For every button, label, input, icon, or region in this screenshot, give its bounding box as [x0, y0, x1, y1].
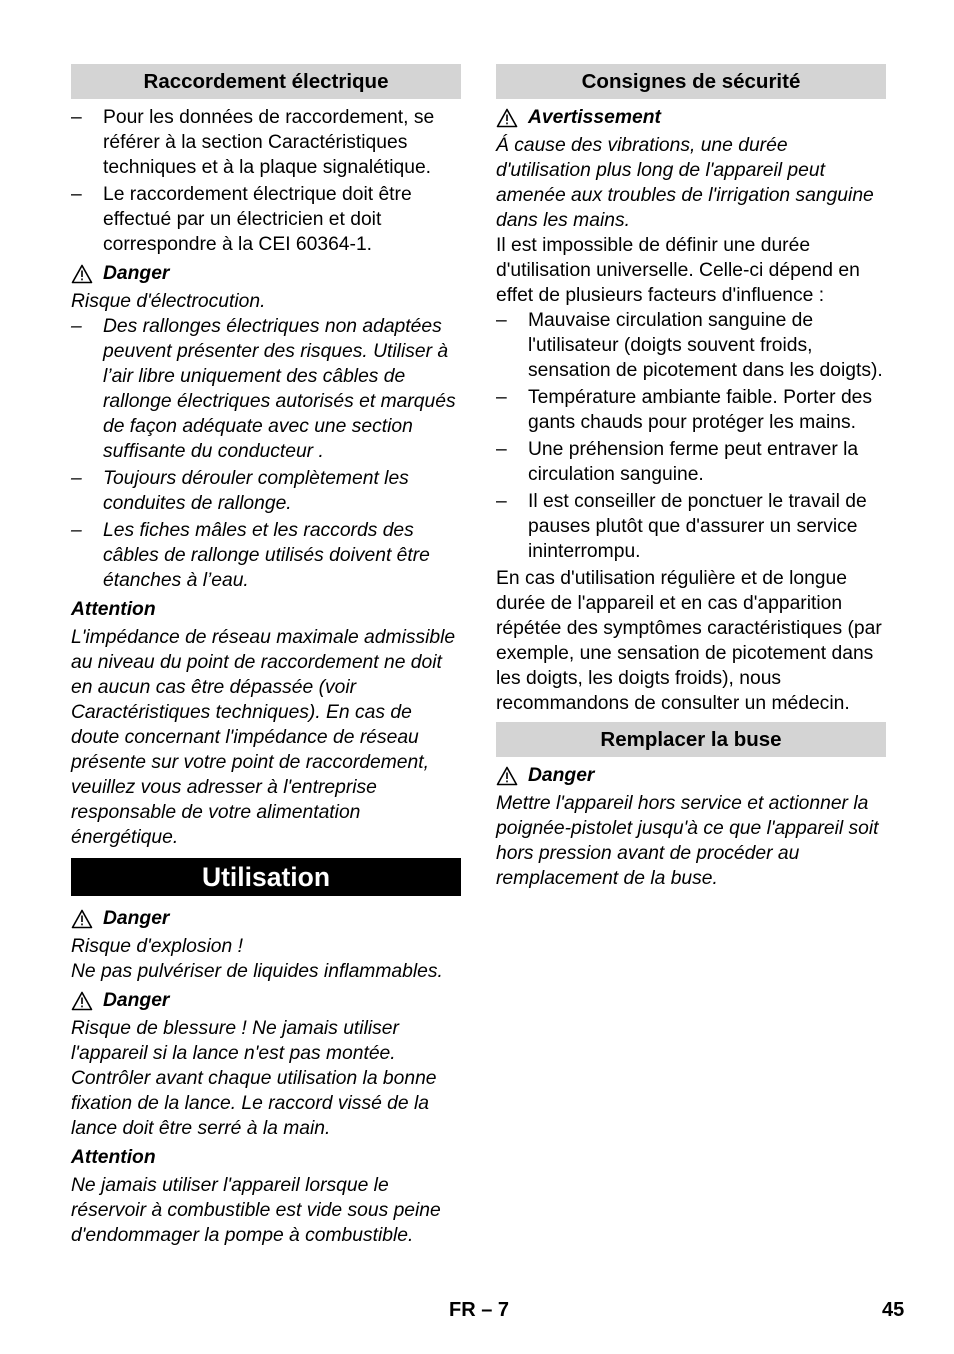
section-title-raccordement: Raccordement électrique	[71, 64, 461, 99]
warning-text: Á cause des vibrations, une durée d'utilisation plus long de l'appareil peut amenée aux troubles de l'irrigation sanguine dans les mains.	[496, 135, 874, 231]
danger-notice	[71, 906, 461, 931]
warning-notice	[496, 105, 886, 130]
warning-label: Avertissement	[528, 107, 661, 128]
danger-text: Risque d'explosion !	[71, 936, 243, 957]
danger-text: Ne pas pulvériser de liquides inflammables.	[71, 961, 443, 982]
list-item: – Une préhension ferme peut entraver la circulation sanguine.	[496, 439, 859, 485]
raccordement-list	[71, 105, 461, 257]
left-column	[71, 64, 461, 1248]
bullet-dash: –	[496, 310, 507, 331]
bullet-dash: –	[496, 491, 507, 512]
attention-text: L'impédance de réseau maximale admissible au niveau du point de raccordement ne doit en aucun cas être dépassée (voir Caractéristiques techniques). En cas de doute concernant l'impédance de réseau présente sur votre point de raccordement, veuillez vous adresser à l'entreprise responsable de votre alimentation énergétique.	[71, 627, 456, 848]
list-item: – Toujours dérouler complètement les conduites de rallonge.	[71, 468, 409, 514]
section-title-consignes: Consignes de sécurité	[496, 64, 886, 99]
attention-label: Attention	[71, 1147, 156, 1168]
danger-notice	[71, 988, 461, 1013]
list-item: – Température ambiante faible. Porter des gants chauds pour protéger les mains.	[496, 387, 873, 433]
list-item: – Les fiches mâles et les raccords des câbles de rallonge utilisés doivent être étanches à l’eau.	[71, 520, 430, 591]
bullet-dash: –	[71, 316, 82, 337]
list-item: – Il est conseiller de ponctuer le travail de pauses plutôt que d'assurer un service ininterrompu.	[496, 491, 867, 562]
section-title-remplacer-buse: Remplacer la buse	[496, 722, 886, 757]
danger-text: Risque d'électrocution.	[71, 291, 266, 312]
danger-notice	[496, 763, 886, 788]
list-item: – Pour les données de raccordement, se référer à la section Caractéristiques techniques et à la plaque signalétique.	[71, 107, 435, 178]
danger-text: Mettre l'appareil hors service et actionner la poignée-pistolet jusqu'à ce que l'appareil soit hors pression avant de procéder au remplacement de la buse.	[496, 793, 879, 889]
danger-label: Danger	[528, 765, 595, 786]
closing-text: En cas d'utilisation régulière et de longue durée de l'appareil et en cas d'apparition répétée des symptômes caractéristiques (par exemple, une sensation de picotement dans les doigts, les doigts froids), nous recommandons de consulter un médecin.	[496, 568, 882, 714]
bullet-dash: –	[496, 439, 507, 460]
intro-text: Il est impossible de définir une durée d'utilisation universelle. Celle-ci dépend en effet de plusieurs facteurs d'influence :	[496, 235, 860, 306]
bullet-dash: –	[71, 520, 82, 541]
warning-triangle-icon	[71, 909, 93, 929]
bullet-dash: –	[71, 184, 82, 205]
danger-label: Danger	[103, 990, 170, 1011]
bullet-dash: –	[71, 468, 82, 489]
attention-label: Attention	[71, 599, 156, 620]
right-column	[496, 64, 886, 891]
attention-text: Ne jamais utiliser l'appareil lorsque le réservoir à combustible est vide sous peine d'endommager la pompe à combustible.	[71, 1175, 441, 1246]
warning-triangle-icon	[496, 108, 518, 128]
list-item: – Mauvaise circulation sanguine de l'utilisateur (doigts souvent froids, sensation de picotement dans les doigts).	[496, 310, 883, 381]
footer-language-page: FR – 7	[449, 1299, 510, 1321]
bullet-dash: –	[496, 387, 507, 408]
bullet-dash: –	[71, 107, 82, 128]
danger-label: Danger	[103, 263, 170, 284]
page-number: 45	[882, 1299, 905, 1321]
list-item: – Des rallonges électriques non adaptées peuvent présenter des risques. Utiliser à l’air libre uniquement des câbles de rallonge électriques autorisés et marqués de façon adéquate avec une section suffisante du conducteur .	[71, 316, 456, 462]
danger-text: Risque de blessure ! Ne jamais utiliser l'appareil si la lance n'est pas montée. Contrôler avant chaque utilisation la bonne fixation de la lance. Le raccord vissé de la lance doit être serré à la main.	[71, 1018, 437, 1139]
danger-list	[71, 314, 461, 593]
factors-list	[496, 308, 886, 564]
warning-triangle-icon	[496, 766, 518, 786]
warning-triangle-icon	[71, 991, 93, 1011]
danger-label: Danger	[103, 908, 170, 929]
warning-triangle-icon	[71, 264, 93, 284]
danger-notice	[71, 261, 461, 286]
section-title-utilisation: Utilisation	[71, 858, 461, 896]
list-item: – Le raccordement électrique doit être effectué par un électricien et doit correspondre à la CEI 60364-1.	[71, 184, 412, 255]
